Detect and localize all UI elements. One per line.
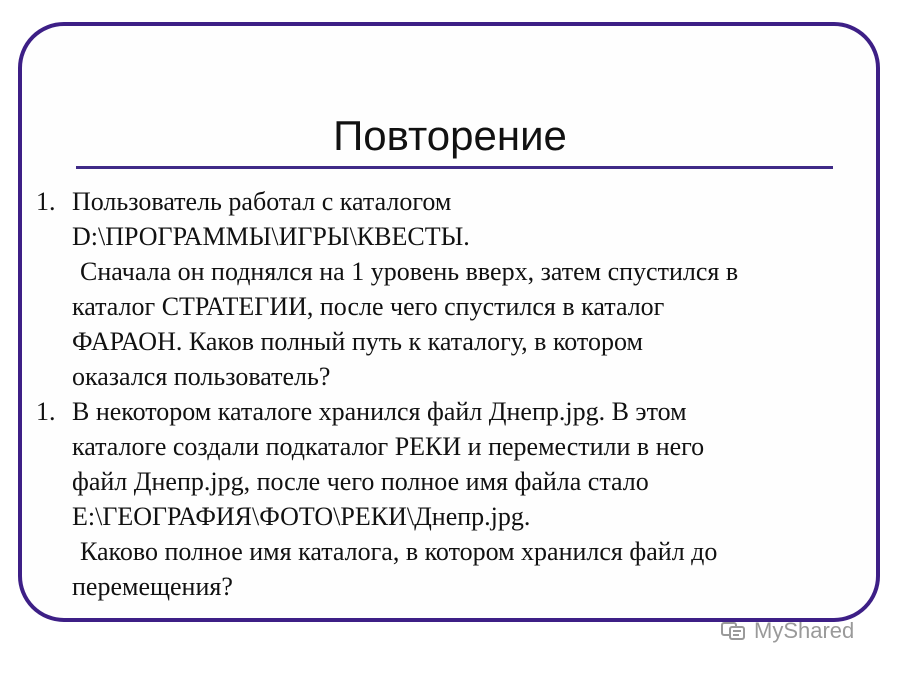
text-line: E:\ГЕОГРАФИЯ\ФОТО\РЕКИ\Днепр.jpg.	[72, 502, 531, 531]
question-item-2	[36, 394, 836, 604]
watermark-text: MyShared	[754, 618, 855, 643]
text-line: D:\ПРОГРАММЫ\ИГРЫ\КВЕСТЫ.	[72, 222, 470, 251]
item-number: 1.	[36, 187, 56, 216]
text-line: каталог СТРАТЕГИИ, после чего спустился в каталог	[72, 292, 665, 321]
text-line: Сначала он поднялся на 1 уровень вверх, затем спустился в	[80, 257, 739, 286]
watermark	[720, 618, 854, 644]
myshared-logo-icon	[720, 619, 748, 643]
item-number: 1.	[36, 397, 56, 426]
slide-title: Повторение	[333, 112, 567, 159]
slide-content	[36, 184, 836, 604]
question-item-1	[36, 184, 836, 394]
text-line: Пользователь работал с каталогом	[72, 187, 452, 216]
text-line: перемещения?	[72, 572, 233, 601]
text-line: файл Днепр.jpg, после чего полное имя файла стало	[72, 467, 649, 496]
text-line: ФАРАОН. Каков полный путь к каталогу, в котором	[72, 327, 643, 356]
text-line: каталоге создали подкаталог РЕКИ и переместили в него	[72, 432, 705, 461]
text-line: оказался пользователь?	[72, 362, 331, 391]
title-underline	[76, 166, 833, 169]
text-line: В некотором каталоге хранился файл Днепр.jpg. В этом	[72, 397, 687, 426]
text-line: Каково полное имя каталога, в котором хранился файл до	[80, 537, 718, 566]
